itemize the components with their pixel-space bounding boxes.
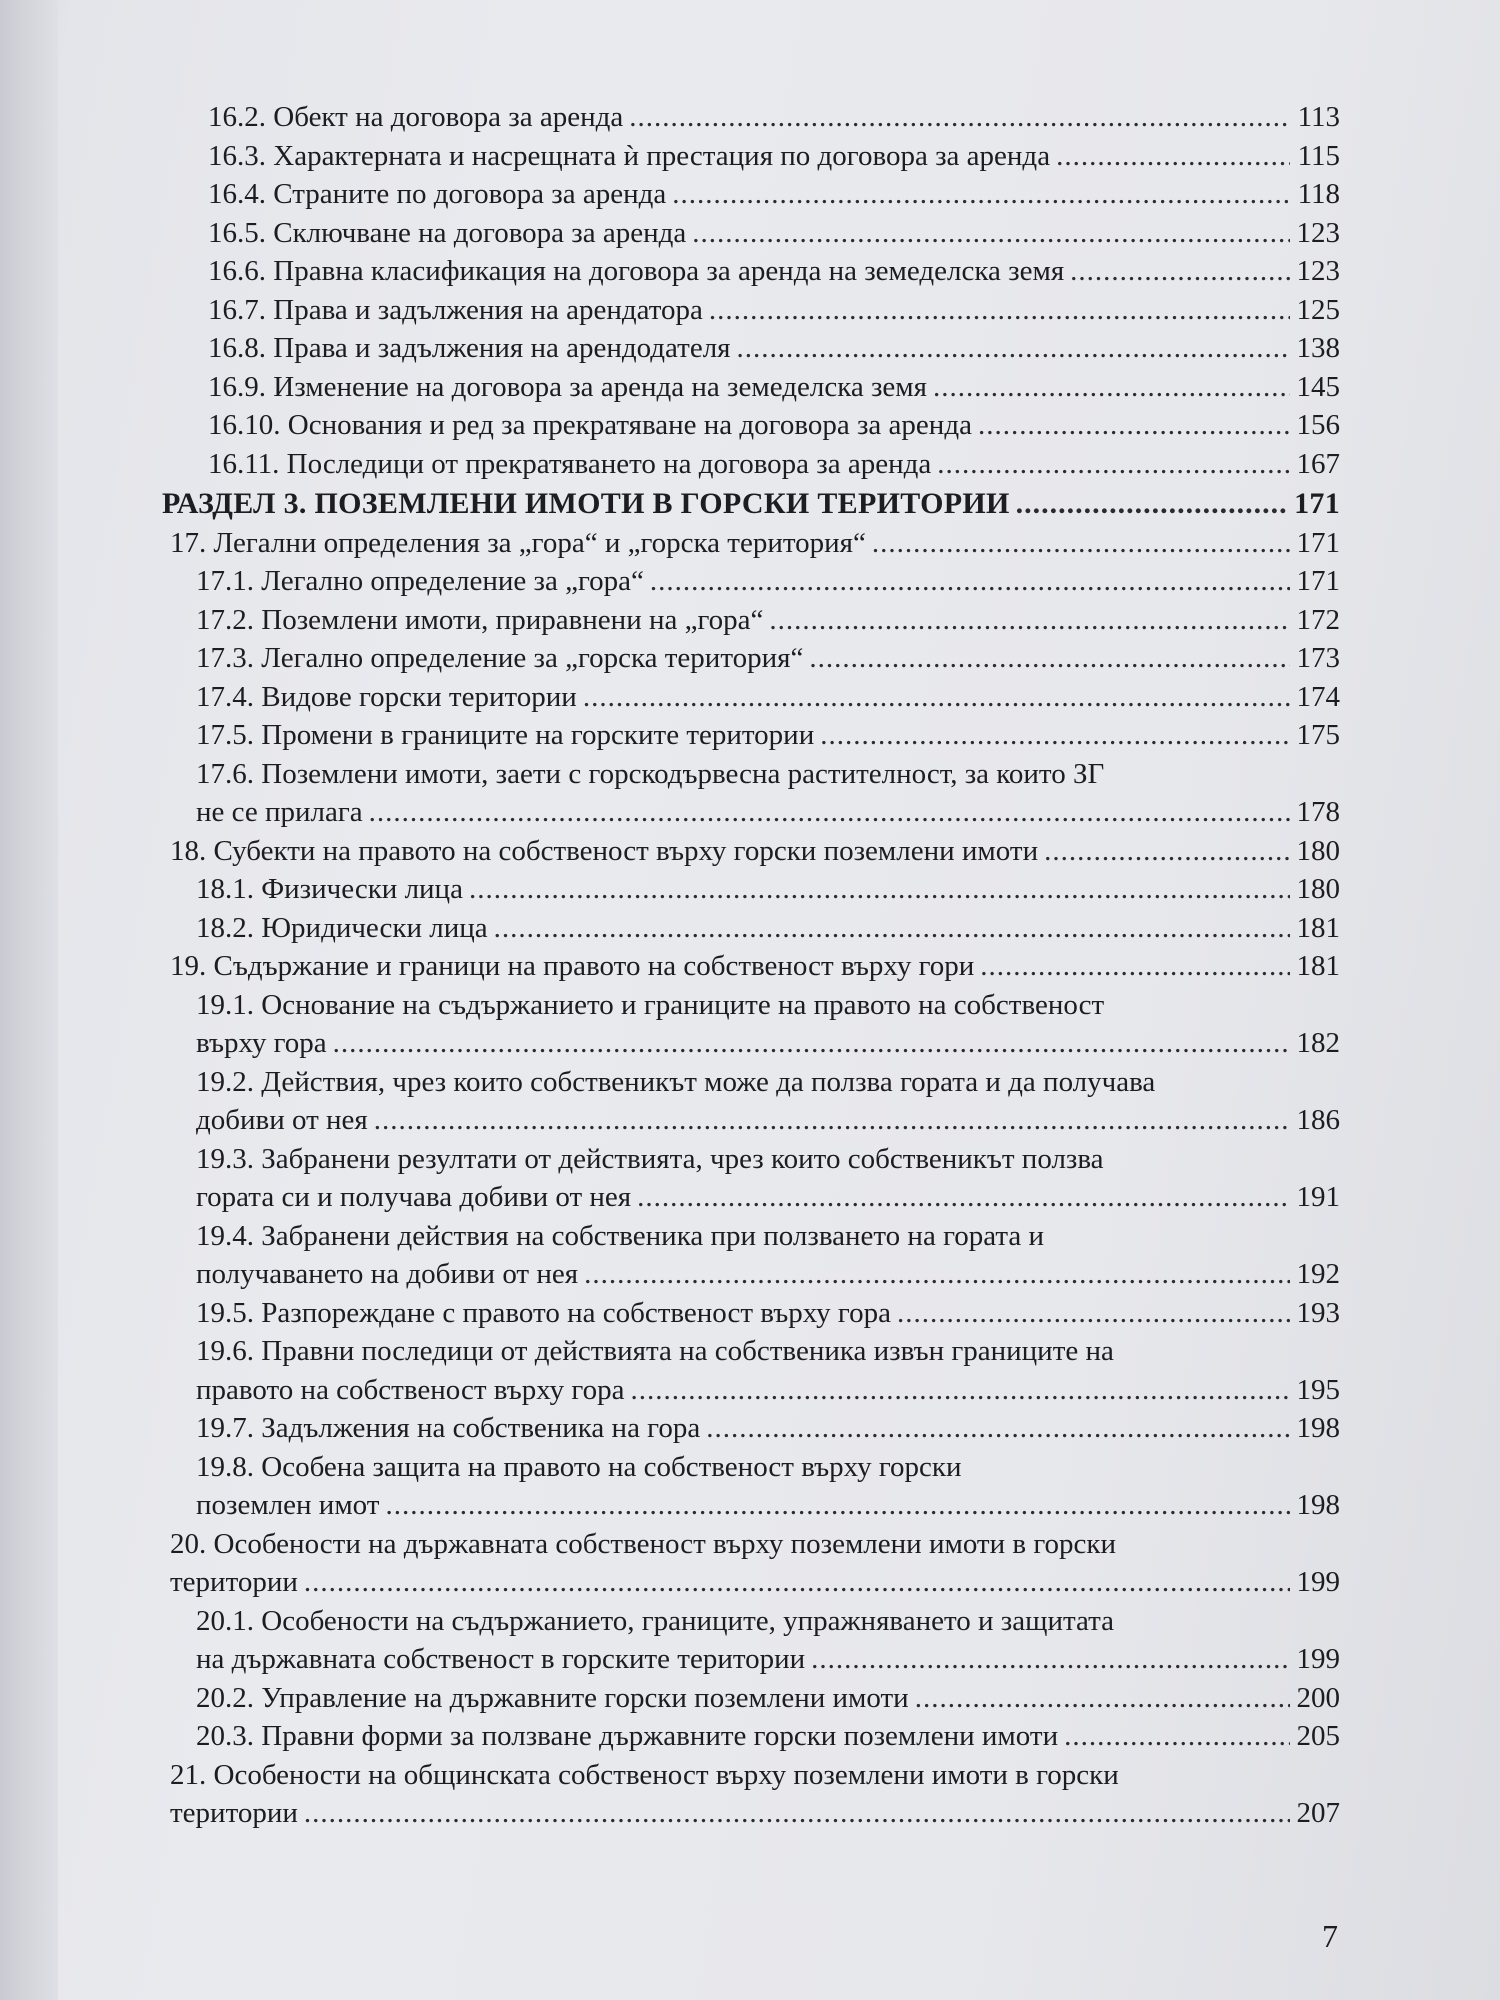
toc-title-continued: правото на собственост върху гора	[196, 1373, 625, 1406]
toc-title: 16.9. Изменение на договора за аренда на земеделска земя	[208, 370, 927, 403]
toc-title: 20.2. Управление на държавните горски поземлени имоти	[196, 1681, 909, 1714]
dot-leader	[494, 909, 1290, 948]
dot-leader	[369, 793, 1290, 832]
toc-title-continued: не се прилага	[196, 796, 363, 828]
toc-page: 192	[1296, 1258, 1340, 1290]
toc-page: 198	[1296, 1489, 1340, 1521]
dot-leader	[706, 1409, 1290, 1448]
dot-leader	[374, 1101, 1290, 1140]
toc-entry-18-2[interactable]	[170, 909, 1340, 948]
toc-title-continued: върху гора	[196, 1027, 327, 1059]
toc-entry-19-2[interactable]	[170, 1063, 1340, 1140]
toc-title-continued: територии	[170, 1797, 298, 1829]
toc-title: 16.5. Сключване на договора за аренда	[208, 216, 687, 249]
toc-title-continued: на държавната собственост в горските територии	[196, 1643, 806, 1675]
toc-title: 17.3. Легално определение за „горска територия“	[196, 642, 804, 674]
toc-page: 175	[1296, 719, 1340, 751]
toc-title: 16.3. Характерната и насрещната ѝ престация по договора за аренда	[208, 139, 1051, 172]
toc-page: 181	[1296, 950, 1340, 982]
toc-entry-17-1[interactable]	[170, 562, 1340, 601]
toc-title: 17.4. Видове горски територии	[196, 680, 577, 713]
toc-entry-19[interactable]	[170, 947, 1340, 986]
toc-page: 186	[1296, 1104, 1340, 1136]
toc-entry-16-7[interactable]	[170, 291, 1340, 330]
toc-entry-16-2[interactable]	[170, 98, 1340, 137]
dot-leader	[637, 1178, 1290, 1217]
dot-leader	[333, 1024, 1290, 1063]
dot-leader	[709, 291, 1290, 330]
toc-page: 118	[1297, 178, 1340, 210]
toc-entry-19-3[interactable]	[170, 1140, 1340, 1217]
toc-title: 17.6. Поземлени имоти, заети с горскодървесна растителност, за които ЗГ	[196, 757, 1105, 790]
toc-entry-20-2[interactable]	[170, 1679, 1340, 1718]
dot-leader	[872, 524, 1290, 563]
toc-page: 205	[1296, 1720, 1340, 1752]
toc-entry-16-4[interactable]	[170, 175, 1340, 214]
toc-entry-20-3[interactable]	[170, 1717, 1340, 1756]
dot-leader	[583, 678, 1290, 717]
toc-title: 19.1. Основание на съдържанието и границите на правото на собственост	[196, 988, 1105, 1021]
toc-section-3[interactable]	[162, 485, 1340, 524]
toc-page: 199	[1296, 1566, 1340, 1598]
toc-title: 20.3. Правни форми за ползване държавните горски поземлени имоти	[196, 1720, 1059, 1752]
dot-leader	[672, 175, 1290, 214]
toc-page: 156	[1296, 409, 1340, 441]
toc-entry-17-3[interactable]	[170, 639, 1340, 678]
table-of-contents	[162, 98, 1340, 1833]
toc-entry-19-8[interactable]	[170, 1448, 1340, 1525]
dot-leader	[737, 329, 1290, 368]
dot-leader	[1056, 137, 1290, 176]
toc-title: 16.4. Страните по договора за аренда	[208, 178, 667, 210]
toc-title: 19.3. Забранени резултати от действията, чрез които собственикът ползва	[196, 1142, 1104, 1175]
dot-leader	[1016, 485, 1288, 524]
toc-title: 20.1. Особености на съдържанието, границите, упражняването и защитата	[196, 1604, 1115, 1637]
toc-entry-18[interactable]	[170, 832, 1340, 871]
toc-page: 125	[1296, 293, 1340, 326]
toc-title: 16.6. Правна класификация на договора за аренда на земеделска земя	[208, 255, 1065, 287]
toc-entry-19-5[interactable]	[170, 1294, 1340, 1333]
toc-entry-21[interactable]	[170, 1756, 1340, 1833]
toc-entry-16-9[interactable]	[170, 368, 1340, 407]
toc-title: 19.5. Разпореждане с правото на собственост върху гора	[196, 1296, 891, 1329]
toc-entry-17-5[interactable]	[170, 716, 1340, 755]
toc-title: 21. Особености на общинската собственост върху поземлени имоти в горски	[170, 1758, 1119, 1791]
dot-leader	[385, 1486, 1290, 1525]
toc-entry-16-6[interactable]	[170, 252, 1340, 291]
dot-leader	[584, 1255, 1290, 1294]
dot-leader	[650, 562, 1290, 601]
dot-leader	[809, 639, 1290, 678]
toc-section-title: РАЗДЕЛ 3. ПОЗЕМЛЕНИ ИМОТИ В ГОРСКИ ТЕРИТОРИИ	[162, 487, 1010, 520]
toc-title: 17. Легални определения за „гора“ и „горска територия“	[170, 526, 866, 559]
dot-leader	[1064, 1717, 1290, 1756]
dot-leader	[978, 406, 1290, 445]
toc-title: 19.7. Задължения на собственика на гора	[196, 1412, 701, 1444]
dot-leader	[915, 1679, 1290, 1718]
page-binding-edge	[0, 0, 58, 2000]
toc-title: 19.4. Забранени действия на собственика при ползването на гората и	[196, 1219, 1045, 1252]
toc-title: 18.1. Физически лица	[196, 873, 463, 905]
toc-page: 181	[1296, 911, 1340, 944]
toc-title-continued: територии	[170, 1566, 298, 1598]
dot-leader	[1070, 252, 1290, 291]
toc-entry-19-6[interactable]	[170, 1332, 1340, 1409]
toc-page: 138	[1296, 332, 1340, 364]
toc-page: 171	[1296, 565, 1340, 597]
dot-leader	[933, 368, 1290, 407]
toc-title: 19.6. Правни последици от действията на собственика извън границите на	[196, 1335, 1114, 1367]
toc-page: 123	[1296, 255, 1340, 287]
dot-leader	[469, 870, 1290, 909]
page-number: 7	[1322, 1918, 1338, 1954]
toc-entry-20-1[interactable]	[170, 1602, 1340, 1679]
toc-title: 17.1. Легално определение за „гора“	[196, 565, 644, 597]
toc-page: 180	[1296, 873, 1340, 905]
toc-entry-16-8[interactable]	[170, 329, 1340, 368]
toc-page: 207	[1296, 1797, 1340, 1829]
dot-leader	[692, 214, 1290, 253]
toc-title: 16.10. Основания и ред за прекратяване на договора за аренда	[208, 409, 972, 441]
toc-entry-16-11[interactable]	[170, 445, 1340, 484]
toc-title: 18.2. Юридически лица	[196, 911, 488, 944]
toc-entry-20[interactable]	[170, 1525, 1340, 1602]
toc-page: 115	[1297, 139, 1340, 172]
toc-entry-16-5[interactable]	[170, 214, 1340, 253]
toc-entry-19-7[interactable]	[170, 1409, 1340, 1448]
toc-entry-17-6[interactable]	[170, 755, 1340, 832]
toc-page: 195	[1296, 1373, 1340, 1406]
toc-entry-18-1[interactable]	[170, 870, 1340, 909]
toc-title: 16.11. Последици от прекратяването на договора за аренда	[208, 447, 932, 480]
toc-page: 173	[1296, 642, 1340, 674]
dot-leader	[1044, 832, 1290, 871]
toc-title-continued: гората си и получава добиви от нея	[196, 1181, 632, 1213]
toc-page: 174	[1296, 680, 1340, 713]
toc-entry-16-10[interactable]	[170, 406, 1340, 445]
toc-title: 16.2. Обект на договора за аренда	[208, 101, 624, 133]
toc-page: 193	[1296, 1296, 1340, 1329]
toc-page: 113	[1297, 101, 1340, 133]
dot-leader	[820, 716, 1290, 755]
toc-page: 172	[1296, 603, 1340, 636]
toc-entry-19-4[interactable]	[170, 1217, 1340, 1294]
toc-page: 199	[1296, 1643, 1340, 1675]
dot-leader	[630, 1371, 1290, 1410]
dot-leader	[897, 1294, 1290, 1333]
dot-leader	[304, 1563, 1290, 1602]
dot-leader	[629, 98, 1290, 137]
toc-title: 19.2. Действия, чрез които собственикът може да ползва гората и да получава	[196, 1065, 1156, 1098]
toc-page: 191	[1296, 1181, 1340, 1213]
toc-page: 198	[1296, 1412, 1340, 1444]
toc-title: 20. Особености на държавната собственост върху поземлени имоти в горски	[170, 1527, 1116, 1560]
toc-page: 171	[1294, 487, 1340, 520]
toc-entry-19-1[interactable]	[170, 986, 1340, 1063]
toc-page: 145	[1296, 370, 1340, 403]
toc-entry-17-2[interactable]	[170, 601, 1340, 640]
toc-entry-17-4[interactable]	[170, 678, 1340, 717]
toc-page: 123	[1296, 216, 1340, 249]
toc-title: 19. Съдържание и граници на правото на собственост върху гори	[170, 950, 975, 982]
toc-title: 19.8. Особена защита на правото на собственост върху горски	[196, 1450, 962, 1483]
toc-title-continued: поземлен имот	[196, 1489, 380, 1521]
toc-entry-16-3[interactable]	[170, 137, 1340, 176]
toc-title: 18. Субекти на правото на собственост върху горски поземлени имоти	[170, 834, 1039, 867]
dot-leader	[937, 445, 1290, 484]
toc-page: 167	[1296, 447, 1340, 480]
toc-title: 16.8. Права и задължения на арендодателя	[208, 332, 731, 364]
toc-page: 200	[1296, 1681, 1340, 1714]
toc-title: 17.2. Поземлени имоти, приравнени на „гора“	[196, 603, 764, 636]
toc-page: 178	[1296, 796, 1340, 828]
dot-leader	[811, 1640, 1290, 1679]
toc-title-continued: добиви от нея	[196, 1104, 368, 1136]
toc-page: 182	[1296, 1027, 1340, 1059]
dot-leader	[769, 601, 1290, 640]
toc-page: 180	[1296, 834, 1340, 867]
toc-title: 16.7. Права и задължения на арендатора	[208, 293, 703, 326]
dot-leader	[304, 1794, 1290, 1833]
toc-title-continued: получаването на добиви от нея	[196, 1258, 579, 1290]
toc-title: 17.5. Промени в границите на горските територии	[196, 719, 815, 751]
toc-page: 171	[1296, 526, 1340, 559]
dot-leader	[980, 947, 1290, 986]
toc-entry-17[interactable]	[170, 524, 1340, 563]
